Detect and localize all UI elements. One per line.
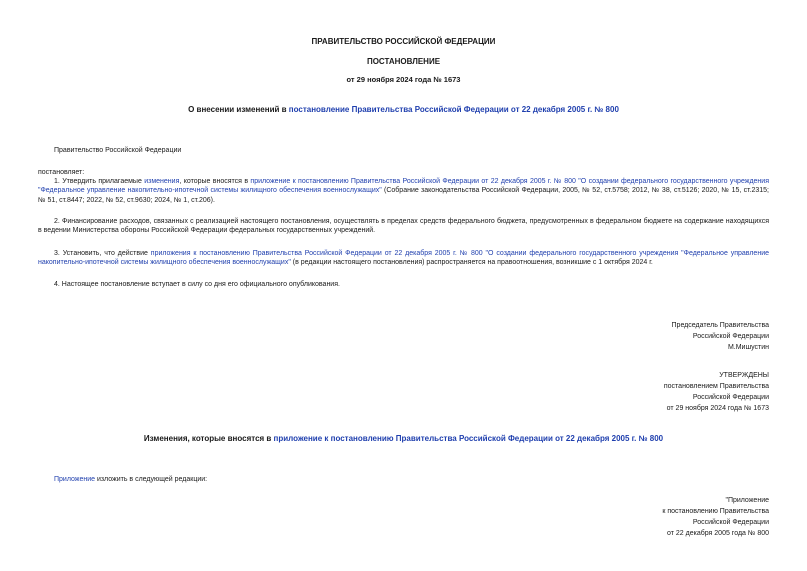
p1-link-changes[interactable]: изменения xyxy=(144,178,180,185)
signature-block xyxy=(672,321,769,354)
signature-position-2: Российской Федерации xyxy=(692,332,769,340)
appendix-line-text: изложить в следующей редакции: xyxy=(95,476,208,483)
signature-name: М.Мишустин xyxy=(727,343,769,351)
signature-position: Председатель Правительства xyxy=(671,322,769,329)
issuer-line xyxy=(38,146,769,155)
p1-text-c: (Собрание законодательства Российской Федерации, 2005, № 52, ст.5758; 2012, № 38, ст.5126; 2020, № 15, ст.2315; № 51, ст.8447; 2022, № 52, ст.9630; 2024, № 1, ст.206). xyxy=(38,187,769,204)
paragraph-3 xyxy=(38,249,769,268)
paragraph-1 xyxy=(38,177,769,205)
doc-type-heading: ПОСТАНОВЛЕНИЕ xyxy=(366,57,441,66)
p3-link-appendix[interactable]: приложения к постановлению Правительства Российской Федерации от 22 декабря 2005 г. № 800 "О создании федерального государственного учреждения "Федеральное управление накопительно-ипотечной системы жилищного обеспечения военнослужащих" xyxy=(38,250,769,267)
doc-date-number: от 29 ноября 2024 года № 1673 xyxy=(346,75,461,84)
government-heading: ПРАВИТЕЛЬСТВО РОССИЙСКОЙ ФЕДЕРАЦИИ xyxy=(311,37,496,46)
annex-line-1: "Приложение xyxy=(725,497,769,504)
paragraph-4: 4. Настоящее постановление вступает в силу со дня его официального опубликования. xyxy=(54,281,340,288)
appendix-line xyxy=(38,475,769,484)
approved-block xyxy=(664,371,769,414)
annex-block xyxy=(662,496,769,539)
p1-text-a: 1. Утвердить прилагаемые xyxy=(54,178,145,185)
changes-title xyxy=(0,434,807,445)
title-prefix: О внесении изменений в xyxy=(188,105,289,114)
p1-link-appendix[interactable]: приложение к постановлению Правительства Российской Федерации от 22 декабря 2005 г. № 800 "О создании федерального государственного учреждения "Федеральное управление накопительно-ипотечной системы жилищного обеспечения военнослужащих" xyxy=(38,178,769,195)
changes-title-link[interactable]: приложение к постановлению Правительства Российской Федерации от 22 декабря 2005 г. № 800 xyxy=(273,434,664,443)
approved-line-2: постановлением Правительства xyxy=(663,382,769,390)
p3-text-a: 3. Установить, что действие xyxy=(54,250,151,257)
decrees-text: постановляет: xyxy=(38,169,85,176)
annex-line-4: от 22 декабря 2005 года № 800 xyxy=(667,529,769,537)
issuer-text: Правительство Российской Федерации xyxy=(54,147,182,154)
appendix-link[interactable]: Приложение xyxy=(54,476,96,483)
approved-line-4: от 29 ноября 2024 года № 1673 xyxy=(666,404,769,412)
paragraph-2: 2. Финансирование расходов, связанных с реализацией настоящего постановления, осуществлять в пределах средств федерального бюджета, предусмотренных в федеральном бюджете на содержание находящихся в ведении Министерства обороны Российской Федерации федеральных государственных учреждений. xyxy=(38,218,769,235)
document-title xyxy=(0,105,807,116)
approved-label: УТВЕРЖДЕНЫ xyxy=(719,372,769,379)
p1-text-b: , которые вносятся в xyxy=(179,178,251,185)
approved-line-3: Российской Федерации xyxy=(692,393,769,401)
annex-line-3: Российской Федерации xyxy=(692,518,769,526)
changes-title-prefix: Изменения, которые вносятся в xyxy=(143,434,274,443)
p3-text-b: (в редакции настоящего постановления) распространяется на правоотношения, возникшие с 1 октября 2024 г. xyxy=(290,259,653,267)
annex-line-2: к постановлению Правительства xyxy=(662,507,769,515)
title-link[interactable]: постановление Правительства Российской Федерации от 22 декабря 2005 г. № 800 xyxy=(288,105,619,114)
